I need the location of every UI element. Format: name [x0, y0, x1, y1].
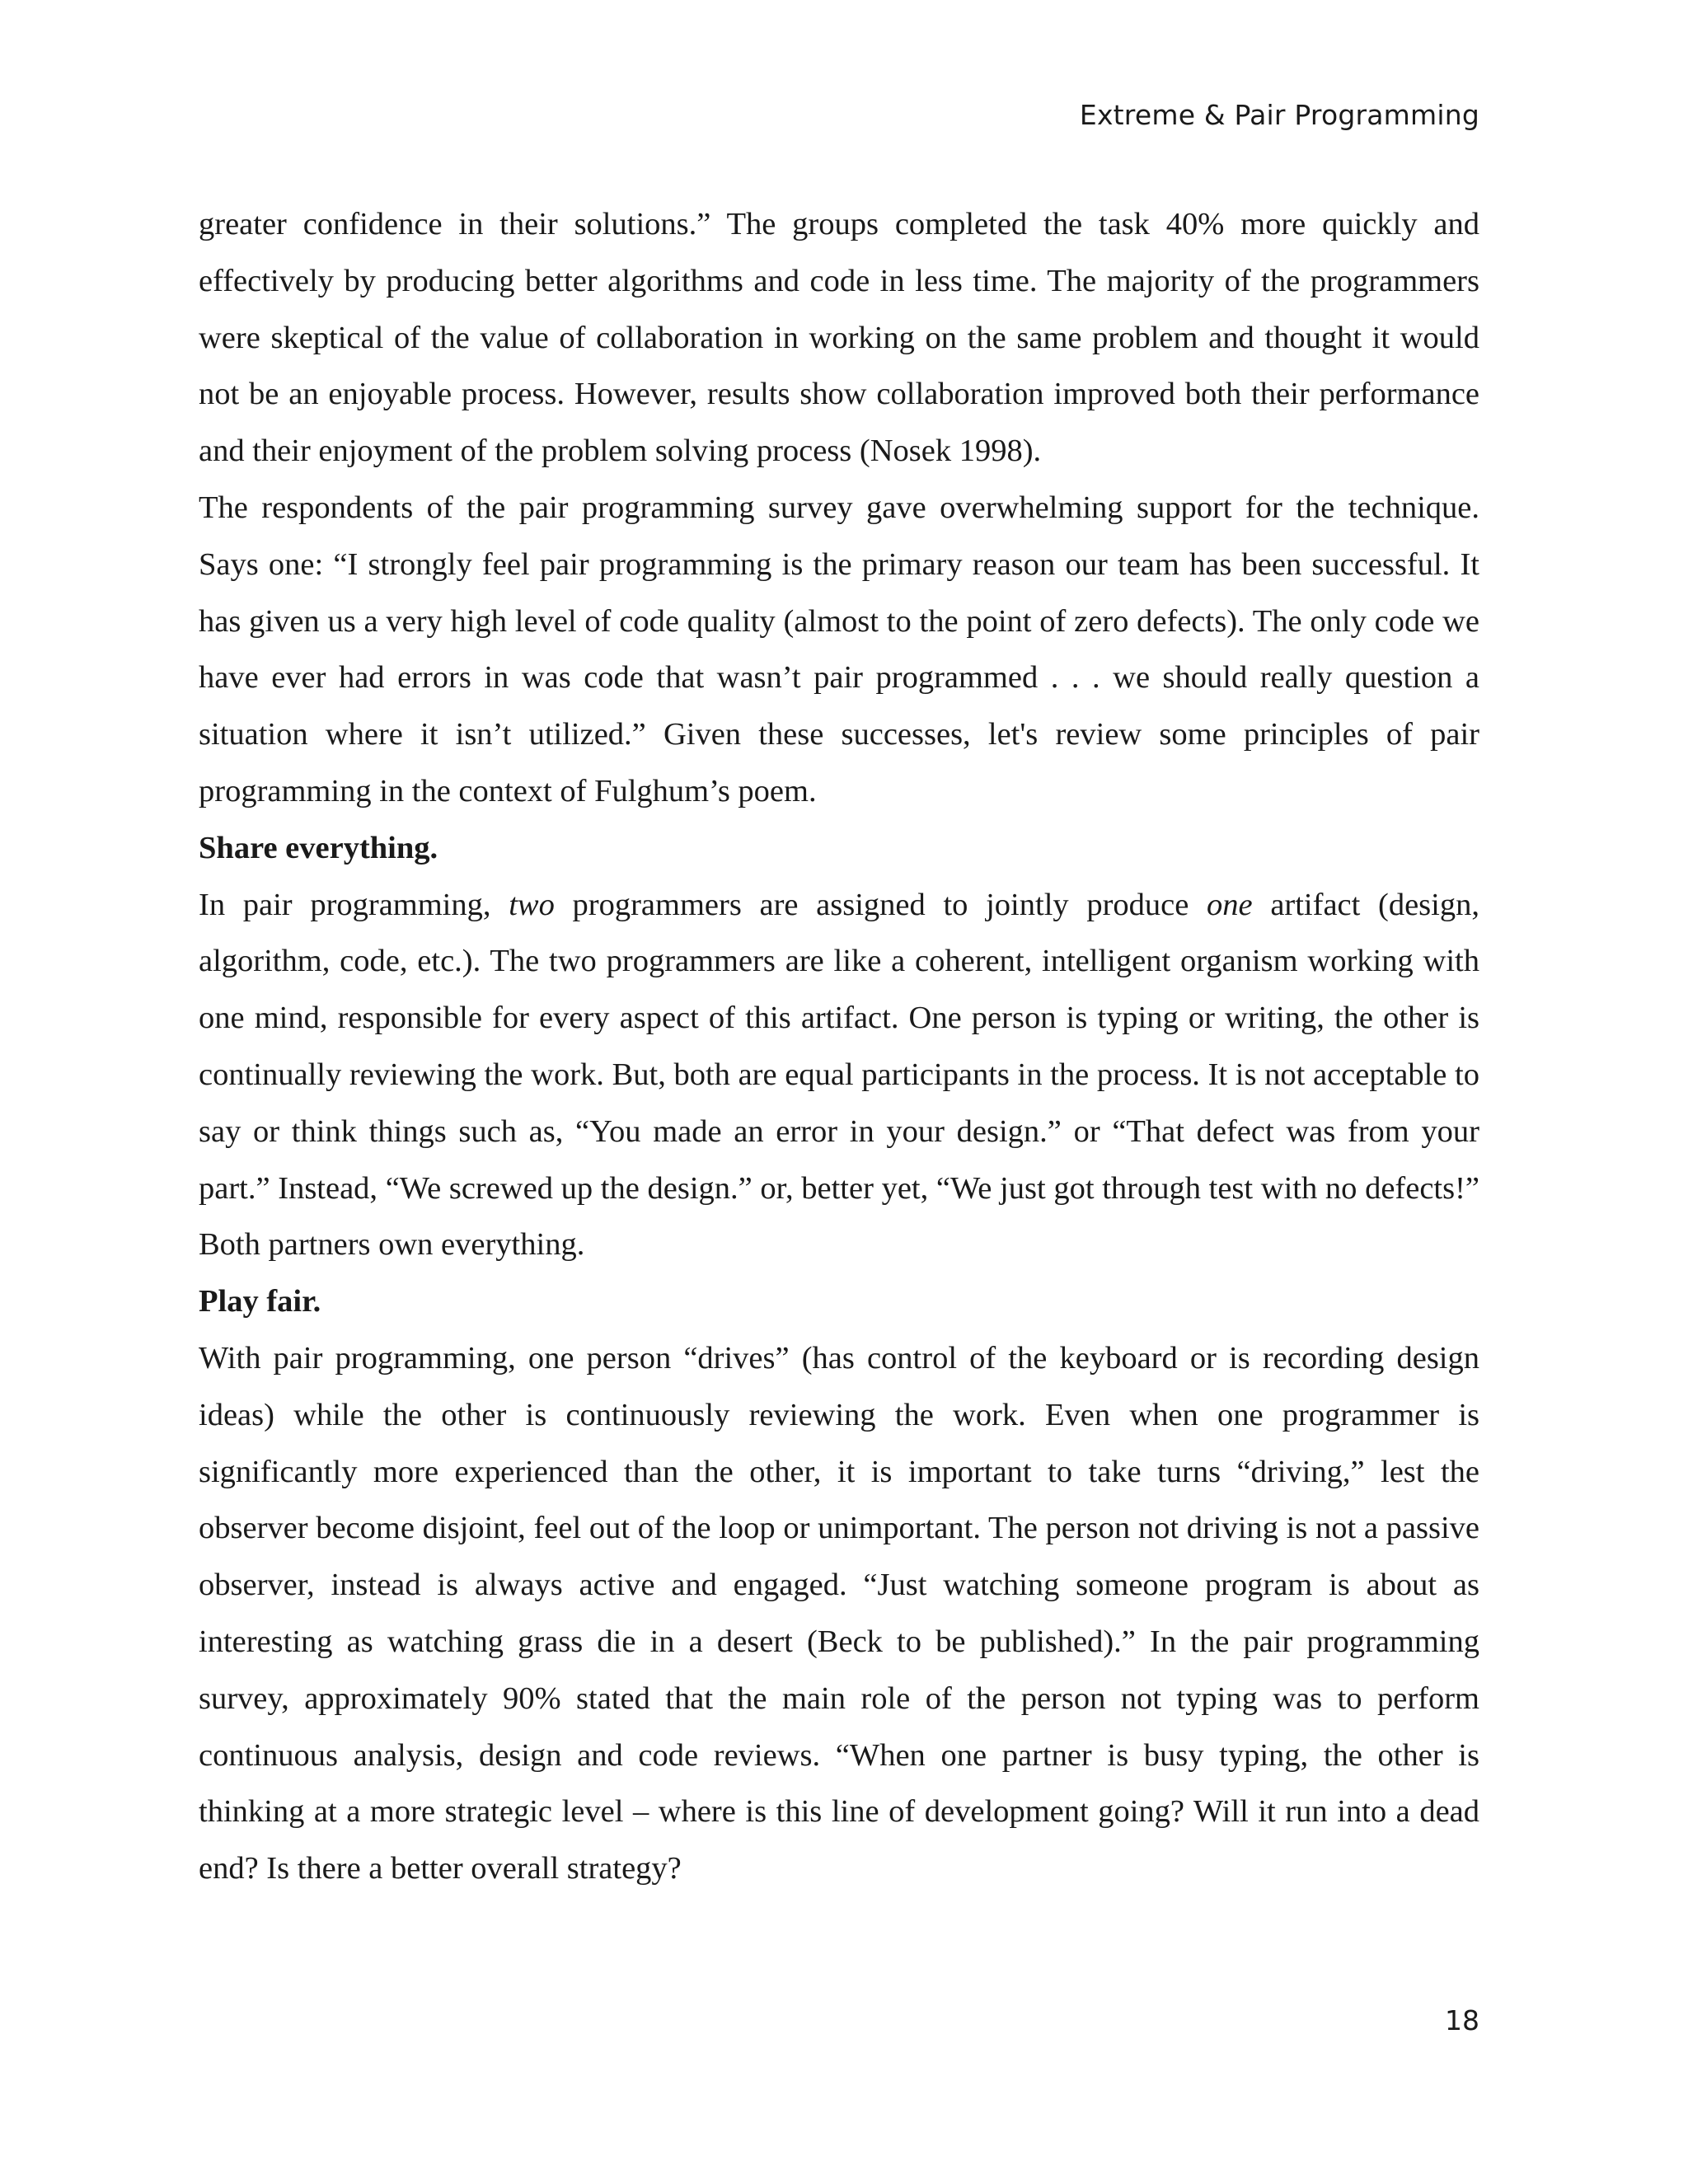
emphasis-two: two	[509, 887, 555, 922]
paragraph-play-fair: With pair programming, one person “drives” (has control of the keyboard or is recording design ideas) while the other is continuously reviewing the work. Even when one programmer is significantly more experienced than the other, it is important to take turns “driving,” lest the observer become disjoint, feel out of the loop or unimportant. The person not driving is not a passive observer, instead is always active and engaged. “Just watching someone program is about as interesting as watching grass die in a desert (Beck to be published).” In the pair programming survey, approximately 90% stated that the main role of the person not typing was to perform continuous analysis, design and code reviews. “When one partner is busy typing, the other is thinking at a more strategic level – where is this line of development going? Will it run into a dead end? Is there a better overall strategy?	[199, 1340, 1479, 1886]
running-header: Extreme & Pair Programming	[1079, 99, 1479, 131]
text-segment: programmers are assigned to jointly produce	[554, 887, 1207, 922]
text-segment: In pair programming,	[199, 887, 509, 922]
paragraph-survey-support: The respondents of the pair programming survey gave overwhelming support for the technique. Says one: “I strongly feel pair programming is the primary reason our team has been successful. It has given us a very high level of code quality (almost to the point of zero defects). The only code we have ever had errors in was code that wasn’t pair programmed . . . we should really question a situation where it isn’t utilized.” Given these successes, let's review some principles of pair programming in the context of Fulghum’s poem.	[199, 490, 1479, 808]
emphasis-one: one	[1207, 887, 1253, 922]
text-segment: artifact (design, algorithm, code, etc.). The two programmers are like a coherent, intelligent organism working with one mind, responsible for every aspect of this artifact. One person is typing or writing, the other is continually reviewing the work. But, both are equal participants in the process. It is not acceptable to say or think things such as, “You made an error in your design.” or “That defect was from your part.” Instead, “We screwed up the design.” or, better yet, “We just got through test with no defects!” Both partners own everything.	[199, 887, 1479, 1263]
heading-play-fair: Play fair.	[199, 1284, 321, 1319]
paragraph-collaboration-results: greater confidence in their solutions.” The groups completed the task 40% more quickly and effectively by producing better algorithms and code in less time. The majority of the programmers were skeptical of the value of collaboration in working on the same problem and thought it would not be an enjoyable process. However, results show collaboration improved both their performance and their enjoyment of the problem solving process (Nosek 1998).	[199, 207, 1479, 469]
heading-share-everything: Share everything.	[199, 830, 438, 865]
page-number: 18	[1445, 2004, 1479, 2036]
paragraph-share-everything	[199, 877, 1479, 1274]
document-body	[199, 196, 1479, 1897]
